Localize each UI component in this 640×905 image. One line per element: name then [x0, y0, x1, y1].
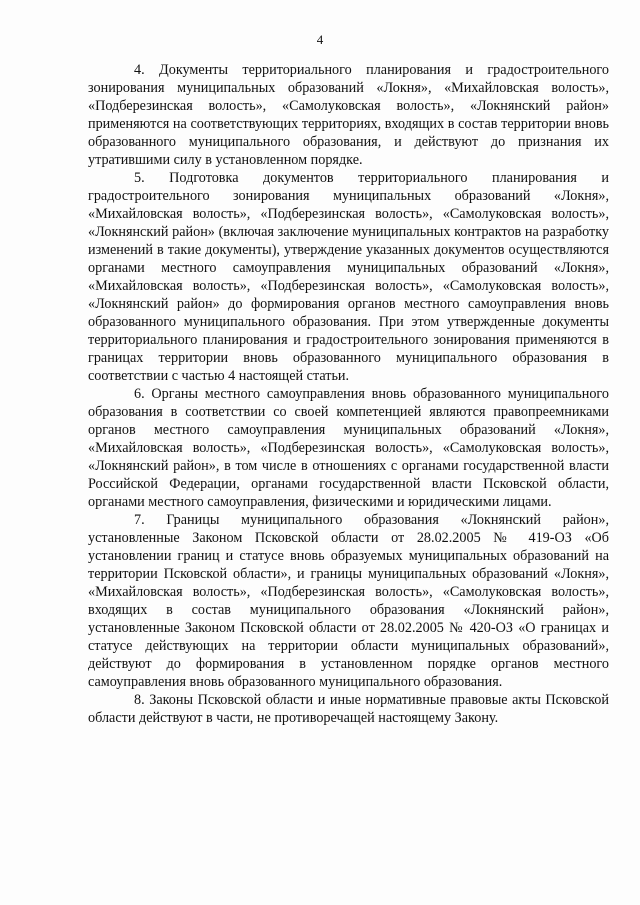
paragraph-4: 4. Документы территориального планирования и градостроительного зонирования муниципальных образований «Локня», «Михайловская волость», «Подберезинская волость», «Самолуковская волость», «Локнянский район» применяются на соответствующих территориях, входящих в состав территории вновь образованного муниципального образования, и действуют до признания их утратившими силу в установленном порядке. — [88, 62, 609, 168]
paragraph-5: 5. Подготовка документов территориального планирования и градостроительного зонирования муниципальных образований «Локня», «Михайловская волость», «Подберезинская волость», «Самолуковская волость», «Локнянский район» (включая заключение муниципальных контрактов на разработку изменений в такие документы), утверждение указанных документов осуществляются органами местного самоуправления муниципальных образований «Локня», «Михайловская волость», «Подберезинская волость», «Самолуковская волость», «Локнянский район» до формирования органов местного самоуправления вновь образованного муниципального образования. При этом утвержденные документы территориального планирования и градостроительного зонирования применяются в границах территории вновь образованного муниципального образования в соответствии с частью 4 настоящей статьи. — [88, 170, 609, 384]
paragraph-6: 6. Органы местного самоуправления вновь образованного муниципального образования в соответствии со своей компетенцией являются правопреемниками органов местного самоуправления муниципальных образований «Локня», «Михайловская волость», «Подберезинская волость», «Самолуковская волость», «Локнянский район», в том числе в отношениях с органами государственной власти Российской Федерации, органами государственной власти Псковской области, органами местного самоуправления, физическими и юридическими лицами. — [88, 386, 609, 510]
document-body — [88, 61, 609, 727]
page-number: 4 — [316, 32, 324, 47]
paragraph-8: 8. Законы Псковской области и иные нормативные правовые акты Псковской области действуют в части, не противоречащей настоящему Закону. — [88, 692, 609, 726]
paragraph-7: 7. Границы муниципального образования «Локнянский район», установленные Законом Псковской области от 28.02.2005 № 419-ОЗ «Об установлении границ и статусе вновь образуемых муниципальных образований на территории Псковской области», и границы муниципальных образований «Локня», «Михайловская волость», «Подберезинская волость», «Самолуковская волость», входящих в состав муниципального образования «Локнянский район», установленные Законом Псковской области от 28.02.2005 № 420-ОЗ «О границах и статусе действующих на территории области муниципальных образований», действуют до формирования в установленном порядке органов местного самоуправления вновь образованного муниципального образования. — [88, 512, 609, 690]
